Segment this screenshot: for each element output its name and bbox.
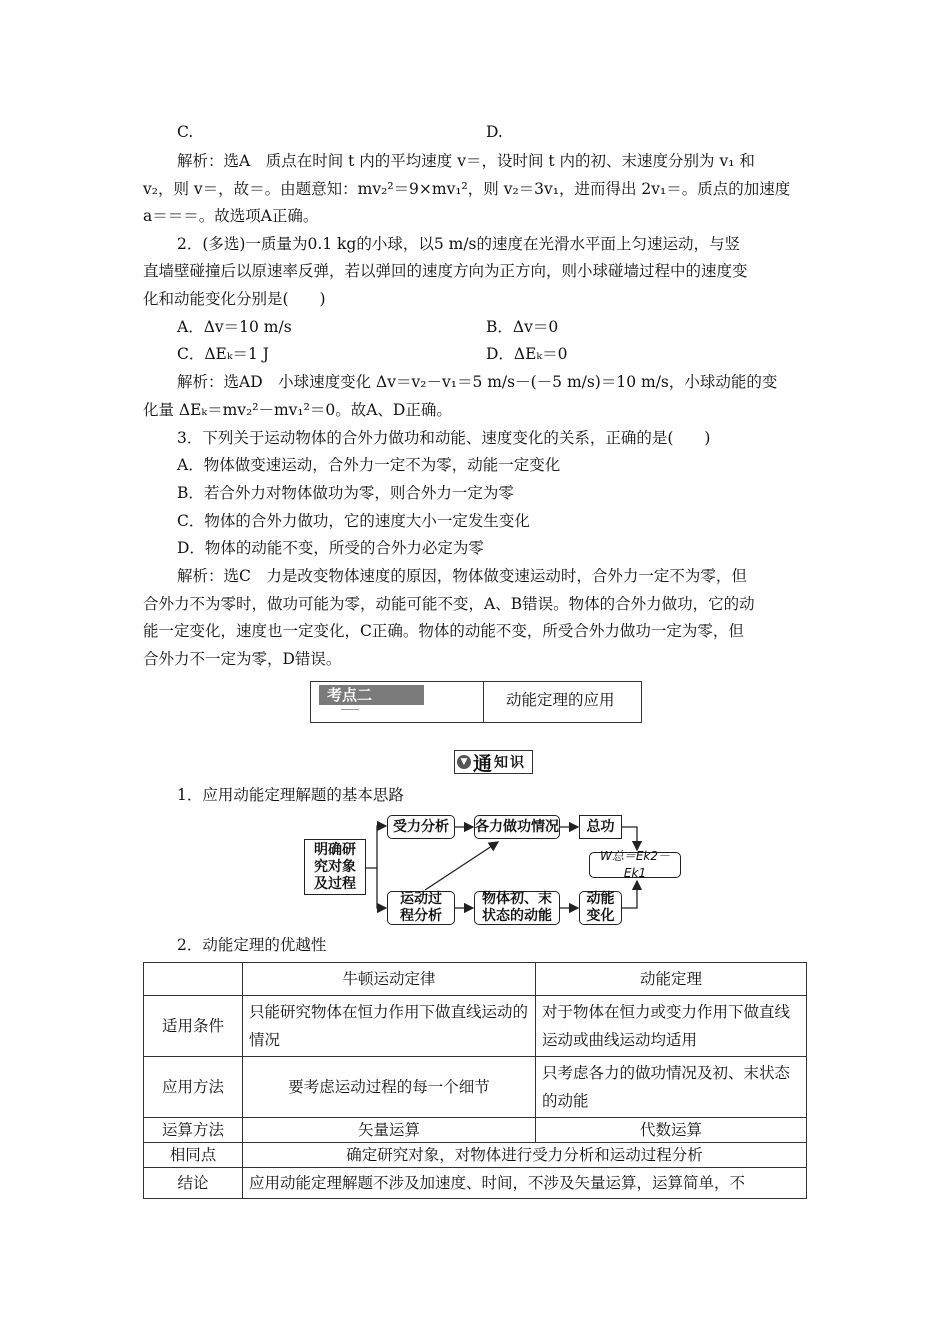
table-cell: 只能研究物体在恒力作用下做直线运动的情况 xyxy=(243,996,536,1057)
q2-option-c: C．ΔEₖ＝1 J xyxy=(177,345,270,363)
solution-3-line-2: 合外力不为零时，做功可能为零，动能可能不变，A、B错误。物体的合外力做功，它的动 xyxy=(143,595,755,613)
table-header-cell: 牛顿运动定律 xyxy=(243,963,536,996)
solution-1-line-3: a＝＝＝。故选项A正确。 xyxy=(143,207,319,225)
table-row xyxy=(144,1168,807,1199)
table-row xyxy=(144,1057,807,1118)
table-row xyxy=(144,996,807,1057)
flow-change-box xyxy=(579,891,622,925)
flow-states-box xyxy=(474,891,560,925)
table-cell: 确定研究对象，对物体进行受力分析和运动过程分析 xyxy=(243,1143,807,1168)
table-cell: 矢量运算 xyxy=(243,1118,536,1143)
table-cell: 代数运算 xyxy=(536,1118,807,1143)
chevron-down-icon: ▼ xyxy=(457,755,471,769)
table-row-label: 相同点 xyxy=(144,1143,243,1168)
table-row-label: 结论 xyxy=(144,1168,243,1199)
table-row-label: 应用方法 xyxy=(144,1057,243,1118)
option-d: D. xyxy=(486,123,503,141)
flow-total-text: 总功 xyxy=(586,818,615,835)
question-2-line-3: 化和动能变化分别是( ) xyxy=(143,290,326,308)
flow-force-box xyxy=(387,815,455,839)
solution-3-line-3: 能一定变化，速度也一定变化，C正确。物体的动能不变，所受合外力做功一定为零，但 xyxy=(143,622,744,640)
table-row-label: 适用条件 xyxy=(144,996,243,1057)
q2-option-d: D．ΔEₖ＝0 xyxy=(486,345,568,363)
q2-option-a: A．Δv＝10 m/s xyxy=(177,318,292,336)
table-row xyxy=(144,1143,807,1168)
section-label: 考点二 xyxy=(319,685,424,705)
comparison-table xyxy=(143,962,807,1199)
q3-option-c: C．物体的合外力做功，它的速度大小一定发生变化 xyxy=(177,512,530,530)
solution-2-line-2: 化量 ΔEₖ＝mv₂²－mv₁²＝0。故A、D正确。 xyxy=(143,401,452,419)
table-row-label: 运算方法 xyxy=(144,1118,243,1143)
q3-option-b: B．若合外力对物体做功为零，则合外力一定为零 xyxy=(177,484,514,502)
flow-start-box xyxy=(304,839,366,895)
solution-3-line-4: 合外力不一定为零，D错误。 xyxy=(143,650,342,668)
flow-formula-box xyxy=(589,849,681,880)
knowledge-badge-small: 知识 xyxy=(494,755,527,771)
flow-work-text: 各力做功情况 xyxy=(475,818,559,835)
table-cell: 要考虑运动过程的每一个细节 xyxy=(243,1057,536,1118)
option-c: C. xyxy=(177,123,194,141)
solution-3-line-1: 解析：选C 力是改变物体速度的原因，物体做变速运动时，合外力一定不为零，但 xyxy=(177,567,747,585)
flow-motion-text: 运动过程分析 xyxy=(400,891,442,924)
flow-formula-text: W总＝Ek2－Ek1 xyxy=(599,849,671,880)
point-1-heading: 1．应用动能定理解题的基本思路 xyxy=(177,786,404,804)
flow-total-box xyxy=(579,815,622,839)
solution-1-line-2: v₂，则 v＝，故＝。由题意知：mv₂²＝9×mv₁²，则 v₂＝3v₁，进而得出 2v₁＝。质点的加速度 xyxy=(143,180,791,198)
question-3: 3．下列关于运动物体的合外力做功和动能、速度变化的关系，正确的是( ) xyxy=(177,429,711,447)
question-2-line-2: 直墙壁碰撞后以原速率反弹，若以弹回的速度方向为正方向，则小球碰墙过程中的速度变 xyxy=(143,262,748,280)
flow-start-text: 明确研究对象及过程 xyxy=(314,841,356,892)
table-cell: 对于物体在恒力或变力作用下做直线运动或曲线运动均适用 xyxy=(536,996,807,1057)
flow-change-text: 动能变化 xyxy=(586,891,615,924)
table-header-row xyxy=(144,963,807,996)
knowledge-badge-big: 通 xyxy=(473,752,493,775)
table-row xyxy=(144,1118,807,1143)
point-2-heading: 2．动能定理的优越性 xyxy=(177,936,327,954)
question-2-line-1: 2．(多选)一质量为0.1 kg的小球，以5 m/s的速度在光滑水平面上匀速运动，与竖 xyxy=(177,235,741,253)
q2-option-b: B．Δv＝0 xyxy=(486,318,559,336)
q3-option-a: A．物体做变速运动，合外力一定不为零，动能一定变化 xyxy=(177,456,561,474)
table-header-cell: 动能定理 xyxy=(536,963,807,996)
table-header-cell xyxy=(144,963,243,996)
table-cell: 应用动能定理解题不涉及加速度、时间，不涉及矢量运算，运算简单，不 xyxy=(243,1168,807,1199)
flow-motion-box xyxy=(387,891,455,925)
flow-force-text: 受力分析 xyxy=(393,818,449,835)
section-title: 动能定理的应用 xyxy=(506,691,615,709)
solution-2-line-1: 解析：选AD 小球速度变化 Δv＝v₂－v₁＝5 m/s－(－5 m/s)＝10 m/s，小球动能的变 xyxy=(177,373,778,391)
table-cell: 只考虑各力的做功情况及初、末状态的动能 xyxy=(536,1057,807,1118)
q3-option-d: D．物体的动能不变，所受的合外力必定为零 xyxy=(177,539,484,557)
flow-states-text: 物体初、末状态的动能 xyxy=(482,891,552,924)
flow-work-box xyxy=(474,815,560,839)
solution-1-line-1: 解析：选A 质点在时间 t 内的平均速度 v＝，设时间 t 内的初、末速度分别为 v₁ 和 xyxy=(177,152,755,170)
